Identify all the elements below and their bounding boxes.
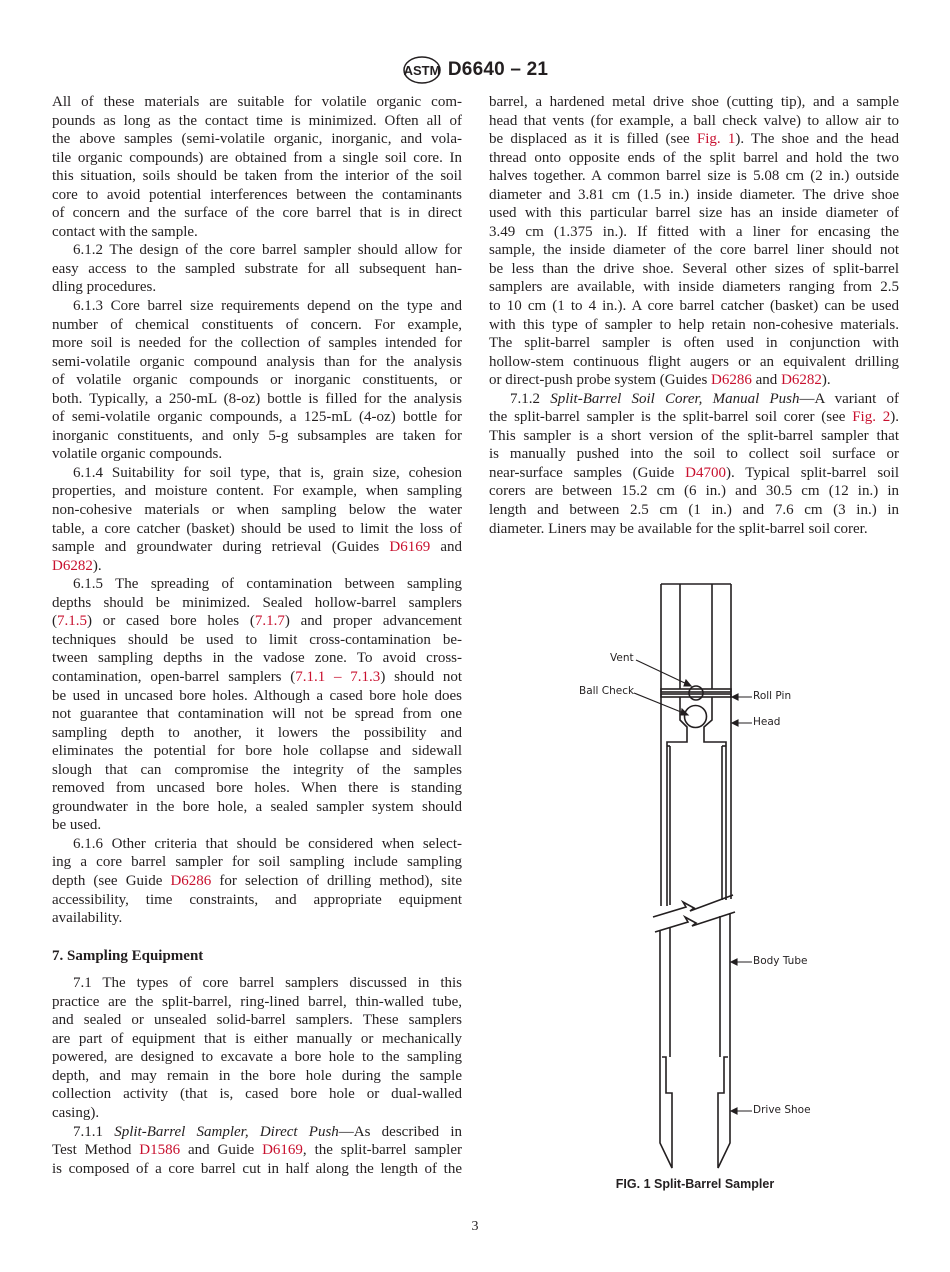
text-line	[489, 260, 899, 279]
text-line	[52, 297, 462, 316]
text-run: pounds as long as the contact time is minimized. Often all of	[52, 112, 462, 129]
text-run: 7.1 The types of core barrel samplers discussed in this	[73, 975, 462, 992]
text-line	[52, 612, 462, 631]
text-line	[489, 353, 899, 372]
text-run: —As described in	[338, 1123, 463, 1140]
text-run: and	[751, 372, 782, 389]
reference-link[interactable]: 7.1.1 – 7.1.3	[295, 668, 381, 685]
reference-link[interactable]: Fig. 2	[852, 409, 891, 426]
page-header	[0, 55, 950, 85]
text-line	[52, 353, 462, 372]
text-run: slough that can compromise the integrity of the samples	[52, 761, 462, 778]
text-line	[52, 112, 462, 131]
text-run: is composed of a core barrel cut in half along the length of the	[52, 1160, 462, 1177]
text-run: ing a core barrel sampler for soil sampling include sampling	[52, 854, 462, 871]
text-run: ).	[92, 557, 102, 574]
text-run: both. Typically, a 250-mL (8-oz) bottle is filled for the analysis	[52, 390, 462, 407]
text-line	[489, 93, 899, 112]
text-run: (	[52, 613, 57, 630]
text-run: number of chemical constituents of concern. For example,	[52, 316, 462, 333]
text-run: volatile organic compounds.	[52, 446, 223, 463]
text-line	[52, 575, 462, 594]
text-line	[489, 390, 899, 409]
text-run: be used.	[52, 817, 102, 834]
text-run: contact with the sample.	[52, 223, 198, 240]
italic-title: Split-Barrel Sampler, Direct Push	[114, 1123, 339, 1140]
reference-link[interactable]: D6282	[52, 557, 93, 574]
text-run: tween sampling depths in the vadose zone. To avoid cross-	[52, 650, 462, 667]
text-line	[52, 501, 462, 520]
text-run: are part of equipment that is either manually or mechanically	[52, 1030, 462, 1047]
text-run: of volatile organic compounds or inorganic constituents, or	[52, 372, 462, 389]
text-line	[489, 408, 899, 427]
paragraph	[52, 835, 462, 928]
text-run: removed from uncased bore holes. When there is standing	[52, 780, 462, 797]
paragraph	[489, 93, 899, 390]
text-line	[52, 390, 462, 409]
svg-text:ASTM: ASTM	[403, 63, 441, 78]
text-run: halves together. A common barrel size is 5.08 cm (2 in.) outside	[489, 168, 899, 185]
text-line	[52, 482, 462, 501]
text-run: 6.1.3 Core barrel size requirements depend on the type and	[73, 298, 462, 315]
paragraph	[52, 974, 462, 1122]
text-line	[52, 149, 462, 168]
text-run: casing).	[52, 1104, 100, 1121]
text-run: easy access to the sampled substrate for all subsequent han-	[52, 260, 462, 277]
text-line	[52, 1123, 462, 1142]
reference-link[interactable]: D1586	[139, 1142, 181, 1159]
text-run: 7.1.2	[510, 390, 551, 407]
text-run: to 10 cm (1 to 4 in.). A core barrel catcher (basket) can be used	[489, 298, 899, 315]
text-line	[489, 149, 899, 168]
text-line	[52, 93, 462, 112]
page-number: 3	[471, 1219, 479, 1234]
text-line	[52, 1011, 462, 1030]
text-line	[52, 909, 462, 928]
text-line	[52, 371, 462, 390]
text-run: and Guide	[180, 1142, 263, 1159]
text-line	[52, 649, 462, 668]
right-column	[489, 93, 899, 538]
text-line	[489, 464, 899, 483]
text-run: the split-barrel sampler is the split-barrel soil corer (see	[489, 409, 853, 426]
text-run: collection activity (that is, cased bore hole or dual-walled	[52, 1086, 462, 1103]
text-line	[489, 297, 899, 316]
text-run: used with this particular barrel size has an inside diameter of	[489, 205, 899, 222]
text-line	[489, 316, 899, 335]
text-run: ) and proper advancement	[284, 613, 462, 630]
text-run: with this type of sampler to help retain non-cohesive materials.	[489, 316, 899, 333]
text-line	[52, 668, 462, 687]
text-run: ).	[890, 409, 899, 426]
text-run: be less than the drive shoe. Several other sizes of split-barrel	[489, 260, 899, 277]
label-drive-shoe: Drive Shoe	[753, 1104, 811, 1116]
text-line	[489, 445, 899, 464]
text-line	[52, 594, 462, 613]
split-barrel-sampler-drawing	[560, 575, 860, 1185]
text-run: of semi-volatile organic compounds, a 125-mL (4-oz) bottle for	[52, 409, 462, 426]
text-line	[489, 241, 899, 260]
text-line	[489, 371, 899, 390]
text-run: dling procedures.	[52, 279, 157, 296]
text-run: diameter. Liners may be available for the split-barrel soil corer.	[489, 520, 868, 537]
reference-link[interactable]: 7.1.5	[57, 613, 87, 630]
text-line	[52, 464, 462, 483]
text-line	[489, 482, 899, 501]
text-run: ).	[821, 372, 831, 389]
paragraph	[489, 390, 899, 538]
text-line	[52, 408, 462, 427]
paragraph	[52, 93, 462, 241]
text-run: 7.1.1	[73, 1123, 115, 1140]
reference-link[interactable]: D6286	[170, 872, 212, 889]
text-run: sample, the inside diameter of the core barrel liner should not	[489, 242, 899, 259]
section-heading: 7. Sampling Equipment	[52, 947, 204, 964]
text-run: techniques should be used to limit cross-contamination be-	[52, 631, 462, 648]
text-run: sample and groundwater during retrieval (Guides	[52, 539, 390, 556]
text-run: contamination, open-barrel samplers (	[52, 668, 296, 685]
text-run: , the split-barrel sampler	[302, 1142, 462, 1159]
text-line	[52, 779, 462, 798]
text-run: All of these materials are suitable for volatile organic com-	[52, 94, 462, 110]
text-line	[52, 260, 462, 279]
text-line	[489, 334, 899, 353]
text-line	[52, 241, 462, 260]
text-run: 3.49 cm (1.375 in.). If fitted with a liner for encasing the	[489, 223, 899, 240]
reference-link[interactable]: D6282	[781, 372, 822, 389]
text-run: 6.1.6 Other criteria that should be considered when select-	[73, 835, 462, 852]
text-run: powered, are designed to excavate a bore hole to the sampling	[52, 1049, 462, 1066]
text-line	[52, 316, 462, 335]
text-run: inorganic constituents, and only 5-g subsamples are taken for	[52, 427, 462, 444]
text-run: This sampler is a short version of the split-barrel sampler that	[489, 427, 899, 444]
text-line	[489, 278, 899, 297]
text-line	[489, 204, 899, 223]
text-line	[52, 130, 462, 149]
text-run: practice are the split-barrel, ring-lined barrel, thin-walled tube,	[52, 993, 462, 1010]
text-run: diameter and 3.81 cm (1.5 in.) inside diameter. The drive shoe	[489, 186, 899, 203]
text-run: groundwater in the bore hole, a sealed sampler system should	[52, 798, 462, 815]
figure-caption: FIG. 1 Split-Barrel Sampler	[615, 1177, 775, 1191]
text-run: thread onto opposite ends of the split barrel and hold the two	[489, 149, 899, 166]
text-run: be displaced as it is filled (see	[489, 131, 697, 148]
text-run: accessibility, time constraints, and appropriate equipment	[52, 891, 462, 908]
reference-link[interactable]: D6286	[711, 372, 752, 389]
text-line	[52, 538, 462, 557]
text-run: The split-barrel sampler is often used in conjunction with	[489, 335, 899, 352]
text-run: for selection of drilling method), site	[211, 872, 462, 889]
paragraph	[52, 297, 462, 464]
paragraph	[52, 464, 462, 575]
text-line	[52, 204, 462, 223]
text-run: samplers are available, with inside diameters ranging from 2.5	[489, 279, 899, 296]
text-line	[52, 872, 462, 891]
text-line	[52, 798, 462, 817]
text-run: properties, and moisture content. For example, when sampling	[52, 483, 462, 500]
text-line	[52, 891, 462, 910]
italic-title: Split-Barrel Soil Corer, Manual Push	[550, 390, 800, 407]
text-line	[52, 520, 462, 539]
text-line	[52, 1104, 462, 1123]
text-line	[52, 1160, 462, 1179]
text-line	[489, 112, 899, 131]
text-run: the above samples (semi-volatile organic, inorganic, and vola-	[52, 131, 462, 148]
text-line	[489, 501, 899, 520]
text-run: ) or cased bore holes (	[87, 613, 255, 630]
text-run: depth, and may remain in the bore hole during the sample	[52, 1067, 462, 1084]
text-line	[489, 223, 899, 242]
text-run: availability.	[52, 910, 123, 927]
text-line	[52, 761, 462, 780]
text-run: 6.1.5 The spreading of contamination between sampling	[73, 576, 462, 593]
text-run: or direct-push probe system (Guides	[489, 372, 712, 389]
text-run: 6.1.2 The design of the core barrel sampler should allow for	[73, 242, 462, 259]
text-run: eliminates the potential for bore hole collapse and sidewall	[52, 743, 462, 760]
text-line	[52, 974, 462, 993]
text-line	[52, 993, 462, 1012]
paragraph	[52, 1123, 462, 1179]
document-designation: D6640 – 21	[447, 59, 549, 80]
label-roll-pin: Roll Pin	[753, 690, 792, 702]
text-run: of concern and the surface of the core barrel that is in direct	[52, 205, 462, 222]
text-line	[52, 1141, 462, 1160]
text-run: head that vents (for example, a ball check valve) to allow air to	[489, 112, 899, 129]
label-vent: Vent	[610, 652, 634, 664]
text-line	[52, 742, 462, 761]
text-run: length and between 2.5 cm (1 in.) and 7.6 cm (3 in.) in	[489, 502, 899, 519]
text-run: ) should not	[380, 668, 462, 685]
reference-link[interactable]: D4700	[685, 464, 726, 481]
text-line	[52, 186, 462, 205]
text-line	[489, 167, 899, 186]
text-line	[52, 835, 462, 854]
text-run: table, a core catcher (basket) should be used to limit the loss of	[52, 520, 462, 537]
text-line	[489, 427, 899, 446]
text-line	[52, 1030, 462, 1049]
text-run: is manually pushed into the soil to collect soil surface or	[489, 446, 899, 463]
text-line	[52, 1085, 462, 1104]
text-run: more soil is needed for the collection of samples intended for	[52, 335, 462, 352]
text-run: near-surface samples (Guide	[489, 464, 686, 481]
reference-link[interactable]: D6169	[389, 539, 431, 556]
text-line	[52, 687, 462, 706]
text-run: 6.1.4 Suitability for soil type, that is, grain size, cohesion	[73, 464, 462, 481]
text-line	[52, 724, 462, 743]
text-run: and	[430, 539, 462, 556]
text-run: semi-volatile organic compound analysis than for the analysis	[52, 353, 462, 370]
text-line	[52, 557, 462, 576]
text-run: hollow-stem continuous flight augers or an equivalent drilling	[489, 353, 899, 370]
paragraph	[52, 575, 462, 835]
text-run: ). The shoe and the head	[735, 131, 899, 148]
text-run: be used in uncased bore holes. Although a cased bore hole does	[52, 687, 462, 704]
text-line	[489, 130, 899, 149]
text-line	[52, 853, 462, 872]
reference-link[interactable]: 7.1.7	[254, 613, 285, 630]
text-run: depth (see Guide	[52, 872, 171, 889]
text-line	[52, 705, 462, 724]
label-head: Head	[753, 716, 781, 728]
text-run: tile organic compounds) are obtained from a single soil core. In	[52, 149, 462, 166]
text-run: Test Method	[52, 1142, 140, 1159]
text-run: corers are between 15.2 cm (6 in.) and 30.5 cm (12 in.) in	[489, 483, 899, 500]
text-run: non-cohesive materials or when sampling below the water	[52, 502, 462, 519]
text-line	[52, 1048, 462, 1067]
text-line	[489, 520, 899, 539]
text-run: —A variant of	[799, 390, 899, 407]
reference-link[interactable]: D6169	[262, 1142, 303, 1159]
text-run: depths should be minimized. Sealed hollow-barrel samplers	[52, 594, 462, 611]
text-line	[52, 223, 462, 242]
figure-1-split-barrel-sampler	[560, 575, 860, 1185]
text-line	[52, 427, 462, 446]
text-line	[52, 167, 462, 186]
text-line	[52, 334, 462, 353]
left-column	[52, 93, 462, 1178]
text-line	[52, 816, 462, 835]
astm-logo-icon	[402, 55, 442, 85]
text-run: sampling depth to another, it lowers the possibility and	[52, 724, 462, 741]
text-run: this situation, soils should be taken from the interior of the soil	[52, 168, 462, 185]
text-line	[489, 186, 899, 205]
text-run: and sealed or unsealed solid-barrel samplers. These samplers	[52, 1012, 462, 1029]
label-body-tube: Body Tube	[753, 955, 808, 967]
text-run: not guarantee that contamination will not be spread from one	[52, 706, 462, 723]
text-line	[52, 278, 462, 297]
label-ball-check: Ball Check	[579, 685, 635, 697]
text-run: ). Typical split-barrel soil	[725, 464, 899, 481]
text-line	[52, 445, 462, 464]
text-run: core to avoid potential interferences between the contaminants	[52, 186, 462, 203]
text-line	[52, 631, 462, 650]
text-run: barrel, a hardened metal drive shoe (cutting tip), and a sample	[489, 94, 899, 110]
paragraph	[52, 241, 462, 297]
reference-link[interactable]: Fig. 1	[696, 131, 736, 148]
text-line	[52, 1067, 462, 1086]
